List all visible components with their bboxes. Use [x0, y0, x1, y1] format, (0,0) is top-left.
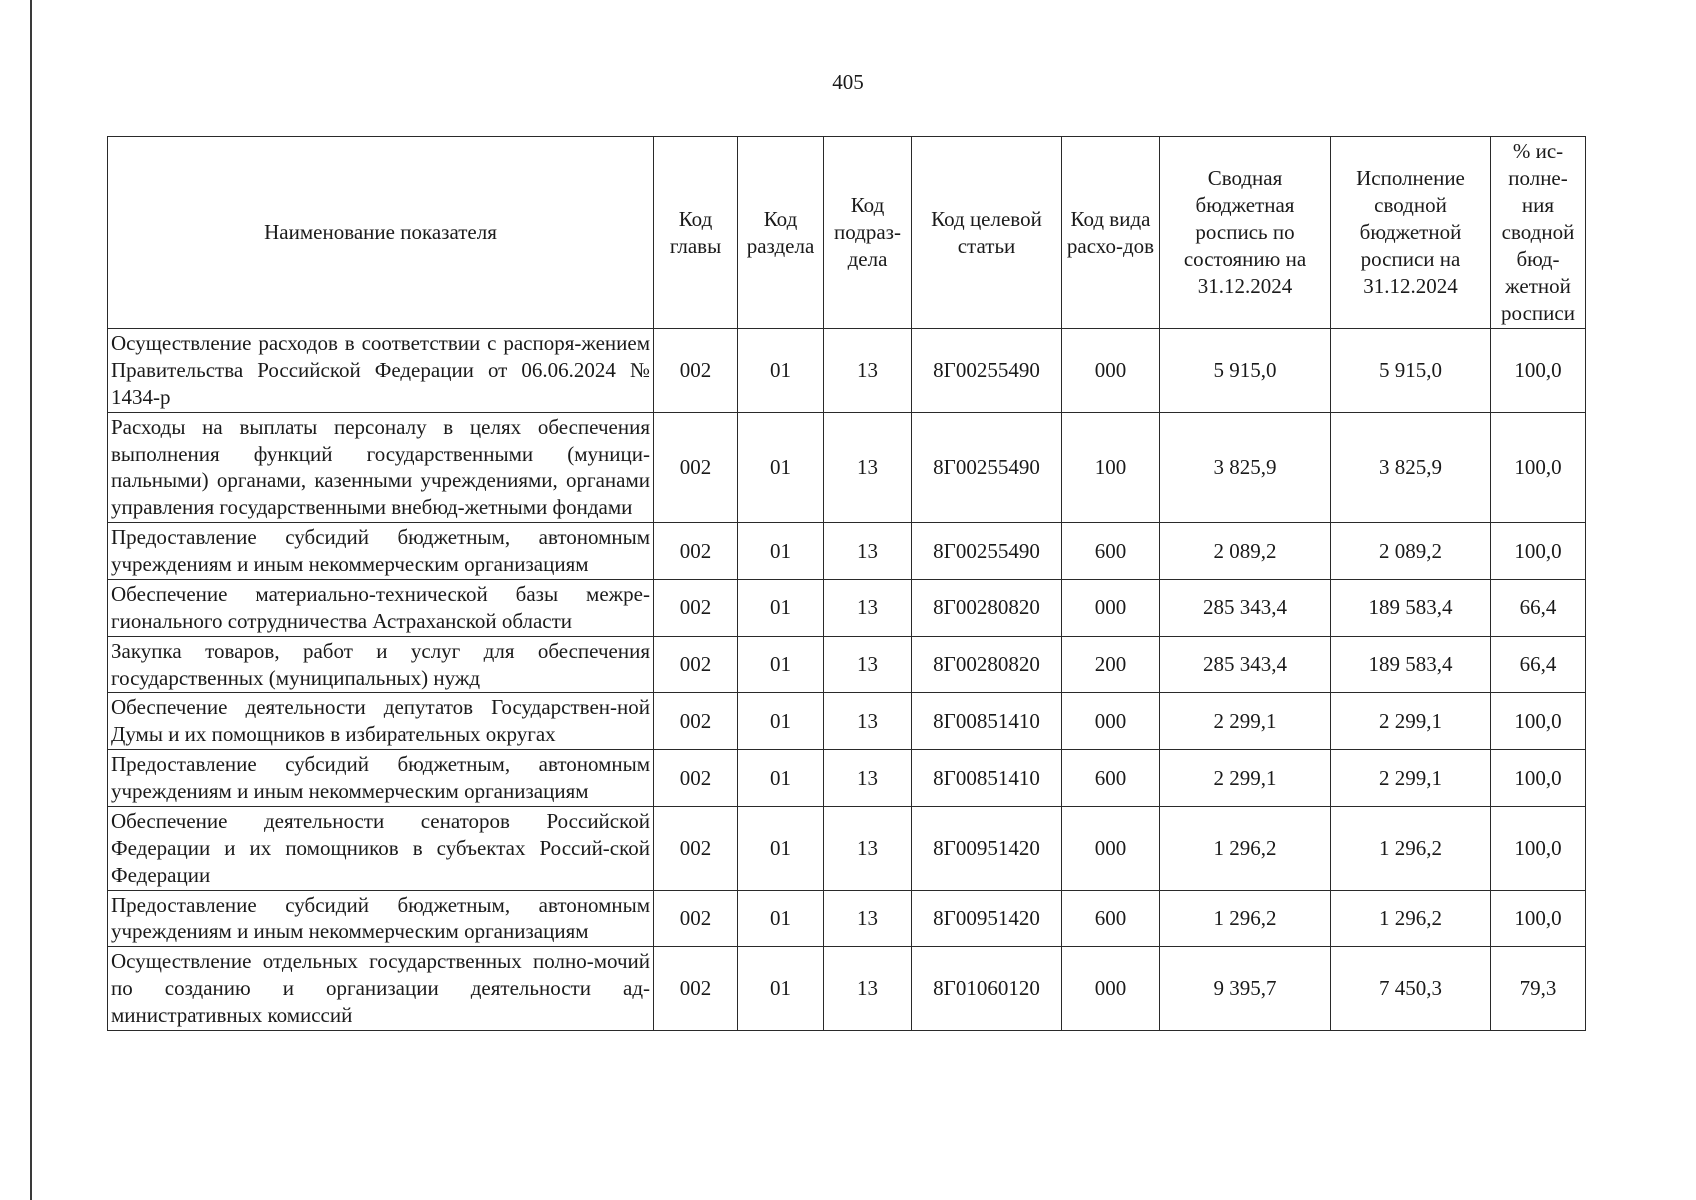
- cell-rospis: 1 296,2: [1160, 806, 1331, 890]
- cell-name: Обеспечение деятельности депутатов Государствен-ной Думы и их помощников в избирательных округах: [108, 693, 654, 750]
- cell-rospis: 3 825,9: [1160, 412, 1331, 523]
- cell-tselevaya: 8Г01060120: [912, 947, 1062, 1031]
- cell-name: Осуществление расходов в соответствии с распоря-жением Правительства Российской Федерации от 06.06.2024 № 1434-р: [108, 329, 654, 413]
- cell-ispolnenie: 2 299,1: [1331, 693, 1491, 750]
- cell-rospis: 285 343,4: [1160, 579, 1331, 636]
- cell-tselevaya: 8Г00951420: [912, 890, 1062, 947]
- cell-podrazdel: 13: [824, 636, 912, 693]
- cell-vid: 600: [1062, 890, 1160, 947]
- cell-razdel: 01: [738, 750, 824, 807]
- cell-vid: 000: [1062, 806, 1160, 890]
- table-row: [108, 806, 1586, 890]
- cell-podrazdel: 13: [824, 329, 912, 413]
- cell-rospis: 5 915,0: [1160, 329, 1331, 413]
- cell-percent: 100,0: [1491, 523, 1586, 580]
- cell-name: Обеспечение материально-технической базы межре-гионального сотрудничества Астраханской области: [108, 579, 654, 636]
- cell-razdel: 01: [738, 523, 824, 580]
- page-margin-line: [30, 0, 32, 1200]
- cell-percent: 66,4: [1491, 579, 1586, 636]
- cell-tselevaya: 8Г00255490: [912, 329, 1062, 413]
- cell-podrazdel: 13: [824, 890, 912, 947]
- cell-razdel: 01: [738, 890, 824, 947]
- cell-ispolnenie: 5 915,0: [1331, 329, 1491, 413]
- cell-ispolnenie: 2 089,2: [1331, 523, 1491, 580]
- cell-rospis: 2 299,1: [1160, 693, 1331, 750]
- cell-razdel: 01: [738, 806, 824, 890]
- cell-percent: 100,0: [1491, 750, 1586, 807]
- cell-name: Закупка товаров, работ и услуг для обеспечения государственных (муниципальных) нужд: [108, 636, 654, 693]
- cell-percent: 100,0: [1491, 412, 1586, 523]
- cell-vid: 000: [1062, 579, 1160, 636]
- cell-podrazdel: 13: [824, 947, 912, 1031]
- cell-podrazdel: 13: [824, 806, 912, 890]
- cell-tselevaya: 8Г00255490: [912, 523, 1062, 580]
- cell-glava: 002: [654, 890, 738, 947]
- cell-glava: 002: [654, 636, 738, 693]
- cell-razdel: 01: [738, 412, 824, 523]
- cell-vid: 000: [1062, 693, 1160, 750]
- cell-vid: 000: [1062, 947, 1160, 1031]
- cell-percent: 100,0: [1491, 806, 1586, 890]
- table-row: [108, 947, 1586, 1031]
- table-row: [108, 412, 1586, 523]
- cell-tselevaya: 8Г00280820: [912, 579, 1062, 636]
- header-kod-razdela: Код раздела: [738, 137, 824, 329]
- header-ispolnenie: Исполнение сводной бюджетной росписи на 31.12.2024: [1331, 137, 1491, 329]
- cell-percent: 100,0: [1491, 890, 1586, 947]
- cell-glava: 002: [654, 806, 738, 890]
- cell-rospis: 9 395,7: [1160, 947, 1331, 1031]
- cell-name: Расходы на выплаты персоналу в целях обеспечения выполнения функций государственными (муници-пальными) органами, казенными учреждениями, органами управления государственными внебюд-жетными фондами: [108, 412, 654, 523]
- cell-podrazdel: 13: [824, 412, 912, 523]
- table-row: [108, 523, 1586, 580]
- cell-glava: 002: [654, 523, 738, 580]
- cell-tselevaya: 8Г00255490: [912, 412, 1062, 523]
- cell-tselevaya: 8Г00851410: [912, 750, 1062, 807]
- cell-glava: 002: [654, 329, 738, 413]
- cell-tselevaya: 8Г00851410: [912, 693, 1062, 750]
- header-kod-tselevoy-stati: Код целевой статьи: [912, 137, 1062, 329]
- cell-percent: 100,0: [1491, 329, 1586, 413]
- cell-glava: 002: [654, 412, 738, 523]
- header-kod-glavy: Код главы: [654, 137, 738, 329]
- cell-name: Осуществление отдельных государственных полно-мочий по созданию и организации деятельности ад-министративных комиссий: [108, 947, 654, 1031]
- cell-vid: 100: [1062, 412, 1160, 523]
- cell-razdel: 01: [738, 329, 824, 413]
- cell-rospis: 285 343,4: [1160, 636, 1331, 693]
- cell-percent: 79,3: [1491, 947, 1586, 1031]
- header-name: Наименование показателя: [108, 137, 654, 329]
- cell-ispolnenie: 7 450,3: [1331, 947, 1491, 1031]
- cell-razdel: 01: [738, 693, 824, 750]
- table-row: [108, 750, 1586, 807]
- cell-podrazdel: 13: [824, 693, 912, 750]
- table-row: [108, 890, 1586, 947]
- cell-percent: 66,4: [1491, 636, 1586, 693]
- cell-ispolnenie: 2 299,1: [1331, 750, 1491, 807]
- cell-percent: 100,0: [1491, 693, 1586, 750]
- table-row: [108, 693, 1586, 750]
- budget-table: [107, 136, 1586, 1031]
- cell-name: Предоставление субсидий бюджетным, автономным учреждениям и иным некоммерческим организациям: [108, 750, 654, 807]
- cell-razdel: 01: [738, 579, 824, 636]
- header-kod-podrazdela: Код подраз-дела: [824, 137, 912, 329]
- table-header-row: [108, 137, 1586, 329]
- cell-vid: 200: [1062, 636, 1160, 693]
- cell-glava: 002: [654, 750, 738, 807]
- cell-ispolnenie: 1 296,2: [1331, 806, 1491, 890]
- cell-vid: 600: [1062, 750, 1160, 807]
- header-kod-vida-rashodov: Код вида расхо-дов: [1062, 137, 1160, 329]
- header-svodnaya-rospis: Сводная бюджетная роспись по состоянию на 31.12.2024: [1160, 137, 1331, 329]
- cell-vid: 600: [1062, 523, 1160, 580]
- table-row: [108, 579, 1586, 636]
- cell-rospis: 2 089,2: [1160, 523, 1331, 580]
- cell-glava: 002: [654, 693, 738, 750]
- cell-razdel: 01: [738, 636, 824, 693]
- cell-podrazdel: 13: [824, 750, 912, 807]
- table-body: [108, 329, 1586, 1031]
- cell-podrazdel: 13: [824, 523, 912, 580]
- cell-glava: 002: [654, 947, 738, 1031]
- page-number: 405: [832, 70, 864, 94]
- cell-ispolnenie: 189 583,4: [1331, 579, 1491, 636]
- table-row: [108, 636, 1586, 693]
- cell-glava: 002: [654, 579, 738, 636]
- cell-vid: 000: [1062, 329, 1160, 413]
- cell-rospis: 2 299,1: [1160, 750, 1331, 807]
- cell-rospis: 1 296,2: [1160, 890, 1331, 947]
- cell-ispolnenie: 1 296,2: [1331, 890, 1491, 947]
- cell-tselevaya: 8Г00951420: [912, 806, 1062, 890]
- cell-podrazdel: 13: [824, 579, 912, 636]
- cell-name: Предоставление субсидий бюджетным, автономным учреждениям и иным некоммерческим организациям: [108, 523, 654, 580]
- cell-ispolnenie: 3 825,9: [1331, 412, 1491, 523]
- cell-ispolnenie: 189 583,4: [1331, 636, 1491, 693]
- cell-name: Обеспечение деятельности сенаторов Российской Федерации и их помощников в субъектах Россий-ской Федерации: [108, 806, 654, 890]
- cell-name: Предоставление субсидий бюджетным, автономным учреждениям и иным некоммерческим организациям: [108, 890, 654, 947]
- header-percent-ispolneniya: % ис-полне-ния сводной бюд-жетной росписи: [1491, 137, 1586, 329]
- table-row: [108, 329, 1586, 413]
- cell-tselevaya: 8Г00280820: [912, 636, 1062, 693]
- cell-razdel: 01: [738, 947, 824, 1031]
